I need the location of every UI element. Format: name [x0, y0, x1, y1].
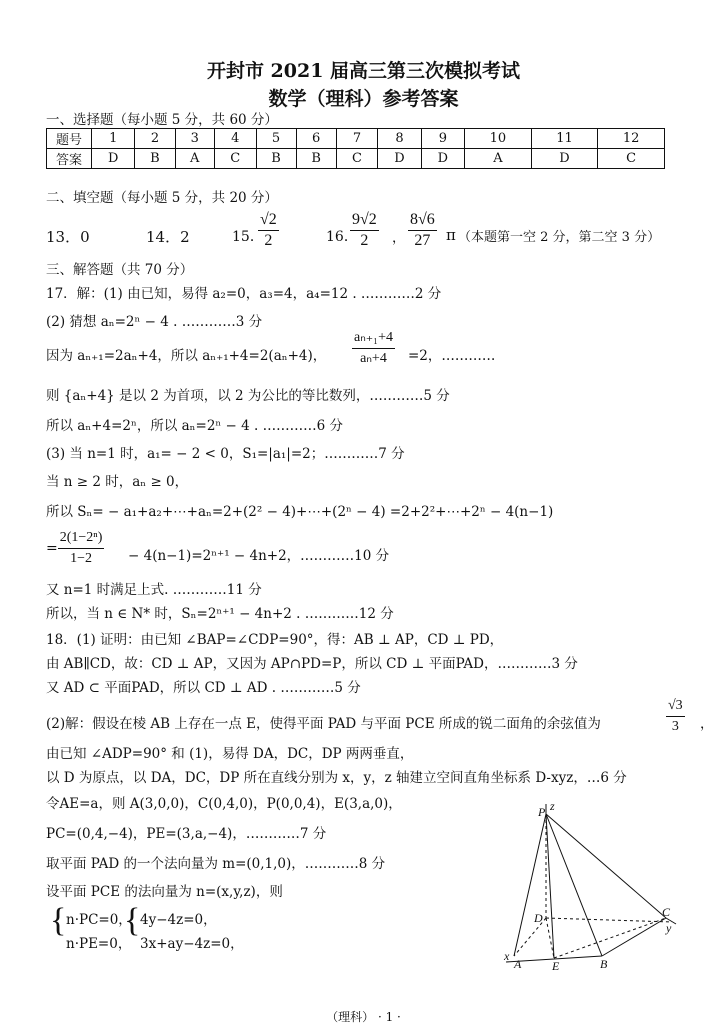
table-cell: C: [336, 149, 378, 169]
fraction-numerator: 9√2: [350, 210, 379, 231]
pi-symbol: π: [446, 226, 456, 244]
answer-q14: 14．2: [146, 228, 190, 246]
label-x: x: [504, 949, 510, 963]
table-cell: 7: [336, 129, 378, 149]
solution-line: =2，…………: [408, 348, 496, 364]
edge-PB: [546, 814, 602, 956]
solution-line: 又 AD ⊂ 平面PAD，所以 CD ⊥ AD . …………5 分: [46, 680, 361, 696]
solution-line: (2) 猜想 aₙ=2ⁿ − 4 . …………3 分: [46, 314, 263, 330]
solution-line: n·PC=0，: [66, 912, 132, 928]
edge-PA: [514, 814, 546, 956]
table-cell: 11: [531, 129, 598, 149]
table-cell: D: [378, 149, 421, 169]
section-heading-solutions: 三、解答题（共 70 分）: [46, 262, 194, 278]
label-E: E: [552, 959, 560, 972]
table-cell: A: [465, 149, 532, 169]
answer-q16-note: （本题第一空 2 分，第二空 3 分）: [458, 230, 661, 245]
answer-q16-fraction-b: [408, 210, 437, 251]
system-brace-right: {: [124, 902, 141, 939]
solution-line: 3x+ay−4z=0，: [140, 936, 244, 952]
fraction-numerator: 2(1−2ⁿ): [58, 528, 105, 549]
solution-line: (2)解：假设在棱 AB 上存在一点 E，使得平面 PAD 与平面 PCE 所成的锐二面角的余弦值为: [46, 716, 601, 732]
label-A: A: [514, 957, 522, 971]
edge-EC: [554, 918, 666, 958]
fraction-denominator: 2: [264, 232, 273, 249]
solution-line: 所以，当 n ∈ N* 时，Sₙ=2ⁿ⁺¹ − 4n+2 . …………12 分: [46, 606, 394, 622]
solution-line: 由 AB∥CD，故：CD ⊥ AP，又因为 AP∩PD=P，所以 CD ⊥ 平面PAD，…………3 分: [46, 656, 578, 672]
table-row: [47, 149, 665, 169]
solution-line: 以 D 为原点，以 DA，DC，DP 所在直线分别为 x，y，z 轴建立空间直角坐标系 D-xyz，…6 分: [46, 770, 627, 786]
table-cell: B: [256, 149, 296, 169]
edge-DC: [546, 918, 672, 922]
solution-line: 所以 aₙ+4=2ⁿ，所以 aₙ=2ⁿ − 4 . …………6 分: [46, 418, 343, 434]
table-cell: 9: [421, 129, 464, 149]
fraction-numerator: aₙ₊₁+4: [352, 328, 395, 349]
fraction-numerator: √3: [666, 696, 685, 717]
solution-line: 17．解：(1) 由已知，易得 a₂=0，a₃=4，a₄=12 . …………2 分: [46, 286, 442, 302]
answer-q16-fraction-a: [350, 210, 379, 251]
fraction-denominator: 3: [671, 719, 679, 734]
label-P: P: [538, 805, 546, 819]
page-footer: （理科） · 1 ·: [326, 1010, 401, 1024]
table-cell: 6: [296, 129, 336, 149]
label-B: B: [600, 957, 608, 971]
table-row: [47, 129, 665, 149]
answer-q16-label: 16．: [326, 229, 358, 245]
solution-line: 则 {aₙ+4} 是以 2 为首项，以 2 为公比的等比数列，…………5 分: [46, 388, 450, 404]
table-cell: D: [421, 149, 464, 169]
fraction-numerator: 8√6: [408, 210, 437, 231]
pyramid-figure: [496, 800, 696, 972]
table-cell: A: [175, 149, 214, 169]
table-cell: C: [598, 149, 665, 169]
answer-q13: 13．0: [46, 228, 90, 246]
section-heading-fill: 二、填空题（每小题 5 分，共 20 分）: [46, 190, 278, 206]
table-cell: 8: [378, 129, 421, 149]
table-cell: 1: [92, 129, 135, 149]
doc-title-line2: 数学（理科）参考答案: [268, 88, 459, 110]
solution-line: 18．(1) 证明：由已知 ∠BAP=∠CDP=90°，得：AB ⊥ AP，CD ⊥ PD，: [46, 632, 504, 648]
solution-line: 令AE=a，则 A(3,0,0)，C(0,4,0)，P(0,0,4)，E(3,a,0)，: [46, 796, 402, 812]
answer-q15-fraction: [258, 210, 279, 251]
label-C: C: [662, 905, 671, 919]
fraction-numerator: √2: [258, 210, 279, 231]
fraction-denominator: 1−2: [70, 551, 92, 566]
solution-line: 所以 Sₙ= − a₁+a₂+⋯+aₙ=2+(2² − 4)+⋯+(2ⁿ − 4) =2+2²+⋯+2ⁿ − 4(n−1): [46, 504, 554, 520]
table-cell: B: [135, 149, 175, 169]
answer-table: [46, 128, 665, 169]
table-cell: C: [214, 149, 256, 169]
label-z: z: [550, 800, 555, 813]
solution-line: 又 n=1 时满足上式. …………11 分: [46, 582, 262, 598]
label-y: y: [666, 921, 672, 935]
table-cell: D: [531, 149, 598, 169]
table-cell: 3: [175, 129, 214, 149]
solution-line: PC=(0,4,−4)，PE=(3,a,−4)，…………7 分: [46, 826, 327, 842]
solution-line: ，: [700, 716, 714, 732]
solution-line: n·PE=0，: [66, 936, 132, 952]
answer-q15-label: 15．: [232, 229, 264, 245]
table-cell: B: [296, 149, 336, 169]
table-cell: 10: [465, 129, 532, 149]
solution-line: 因为 aₙ₊₁=2aₙ+4，所以 aₙ₊₁+4=2(aₙ+4)，: [46, 348, 327, 364]
label-D: D: [534, 911, 543, 925]
solution-fraction: [666, 696, 685, 737]
solution-line: 由已知 ∠ADP=90° 和 (1)，易得 DA，DC，DP 两两垂直，: [46, 746, 414, 762]
system-brace-left: {: [50, 902, 67, 939]
table-row-label: 题号: [47, 129, 92, 149]
edge-PC: [546, 814, 666, 918]
solution-line: (3) 当 n=1 时，a₁= − 2 < 0，S₁=|a₁|=2；…………7 分: [46, 446, 405, 462]
solution-line: 取平面 PAD 的一个法向量为 m=(0,1,0)，…………8 分: [46, 856, 386, 872]
table-cell: 4: [214, 129, 256, 149]
doc-title-line1: 开封市 2021 届高三第三次模拟考试: [206, 60, 521, 82]
table-row-label: 答案: [47, 149, 92, 169]
solution-fraction: [352, 328, 395, 369]
fraction-denominator: aₙ+4: [360, 351, 387, 366]
fraction-denominator: 27: [414, 232, 431, 249]
table-cell: 2: [135, 129, 175, 149]
table-cell: D: [92, 149, 135, 169]
table-cell: 5: [256, 129, 296, 149]
solution-line: 当 n ≥ 2 时，aₙ ≥ 0，: [46, 474, 189, 490]
solution-line: − 4(n−1)=2ⁿ⁺¹ − 4n+2，…………10 分: [128, 548, 390, 564]
solution-line: 设平面 PCE 的法向量为 n=(x,y,z)，则: [46, 884, 283, 900]
solution-fraction: = $\frac{\text{2(1−2ⁿ)}}{1-2}$: [46, 528, 104, 569]
section-heading-choice: 一、选择题（每小题 5 分，共 60 分）: [46, 112, 278, 128]
solution-line: 4y−4z=0，: [140, 912, 217, 928]
table-cell: 12: [598, 129, 665, 149]
fraction-denominator: 2: [360, 232, 369, 249]
